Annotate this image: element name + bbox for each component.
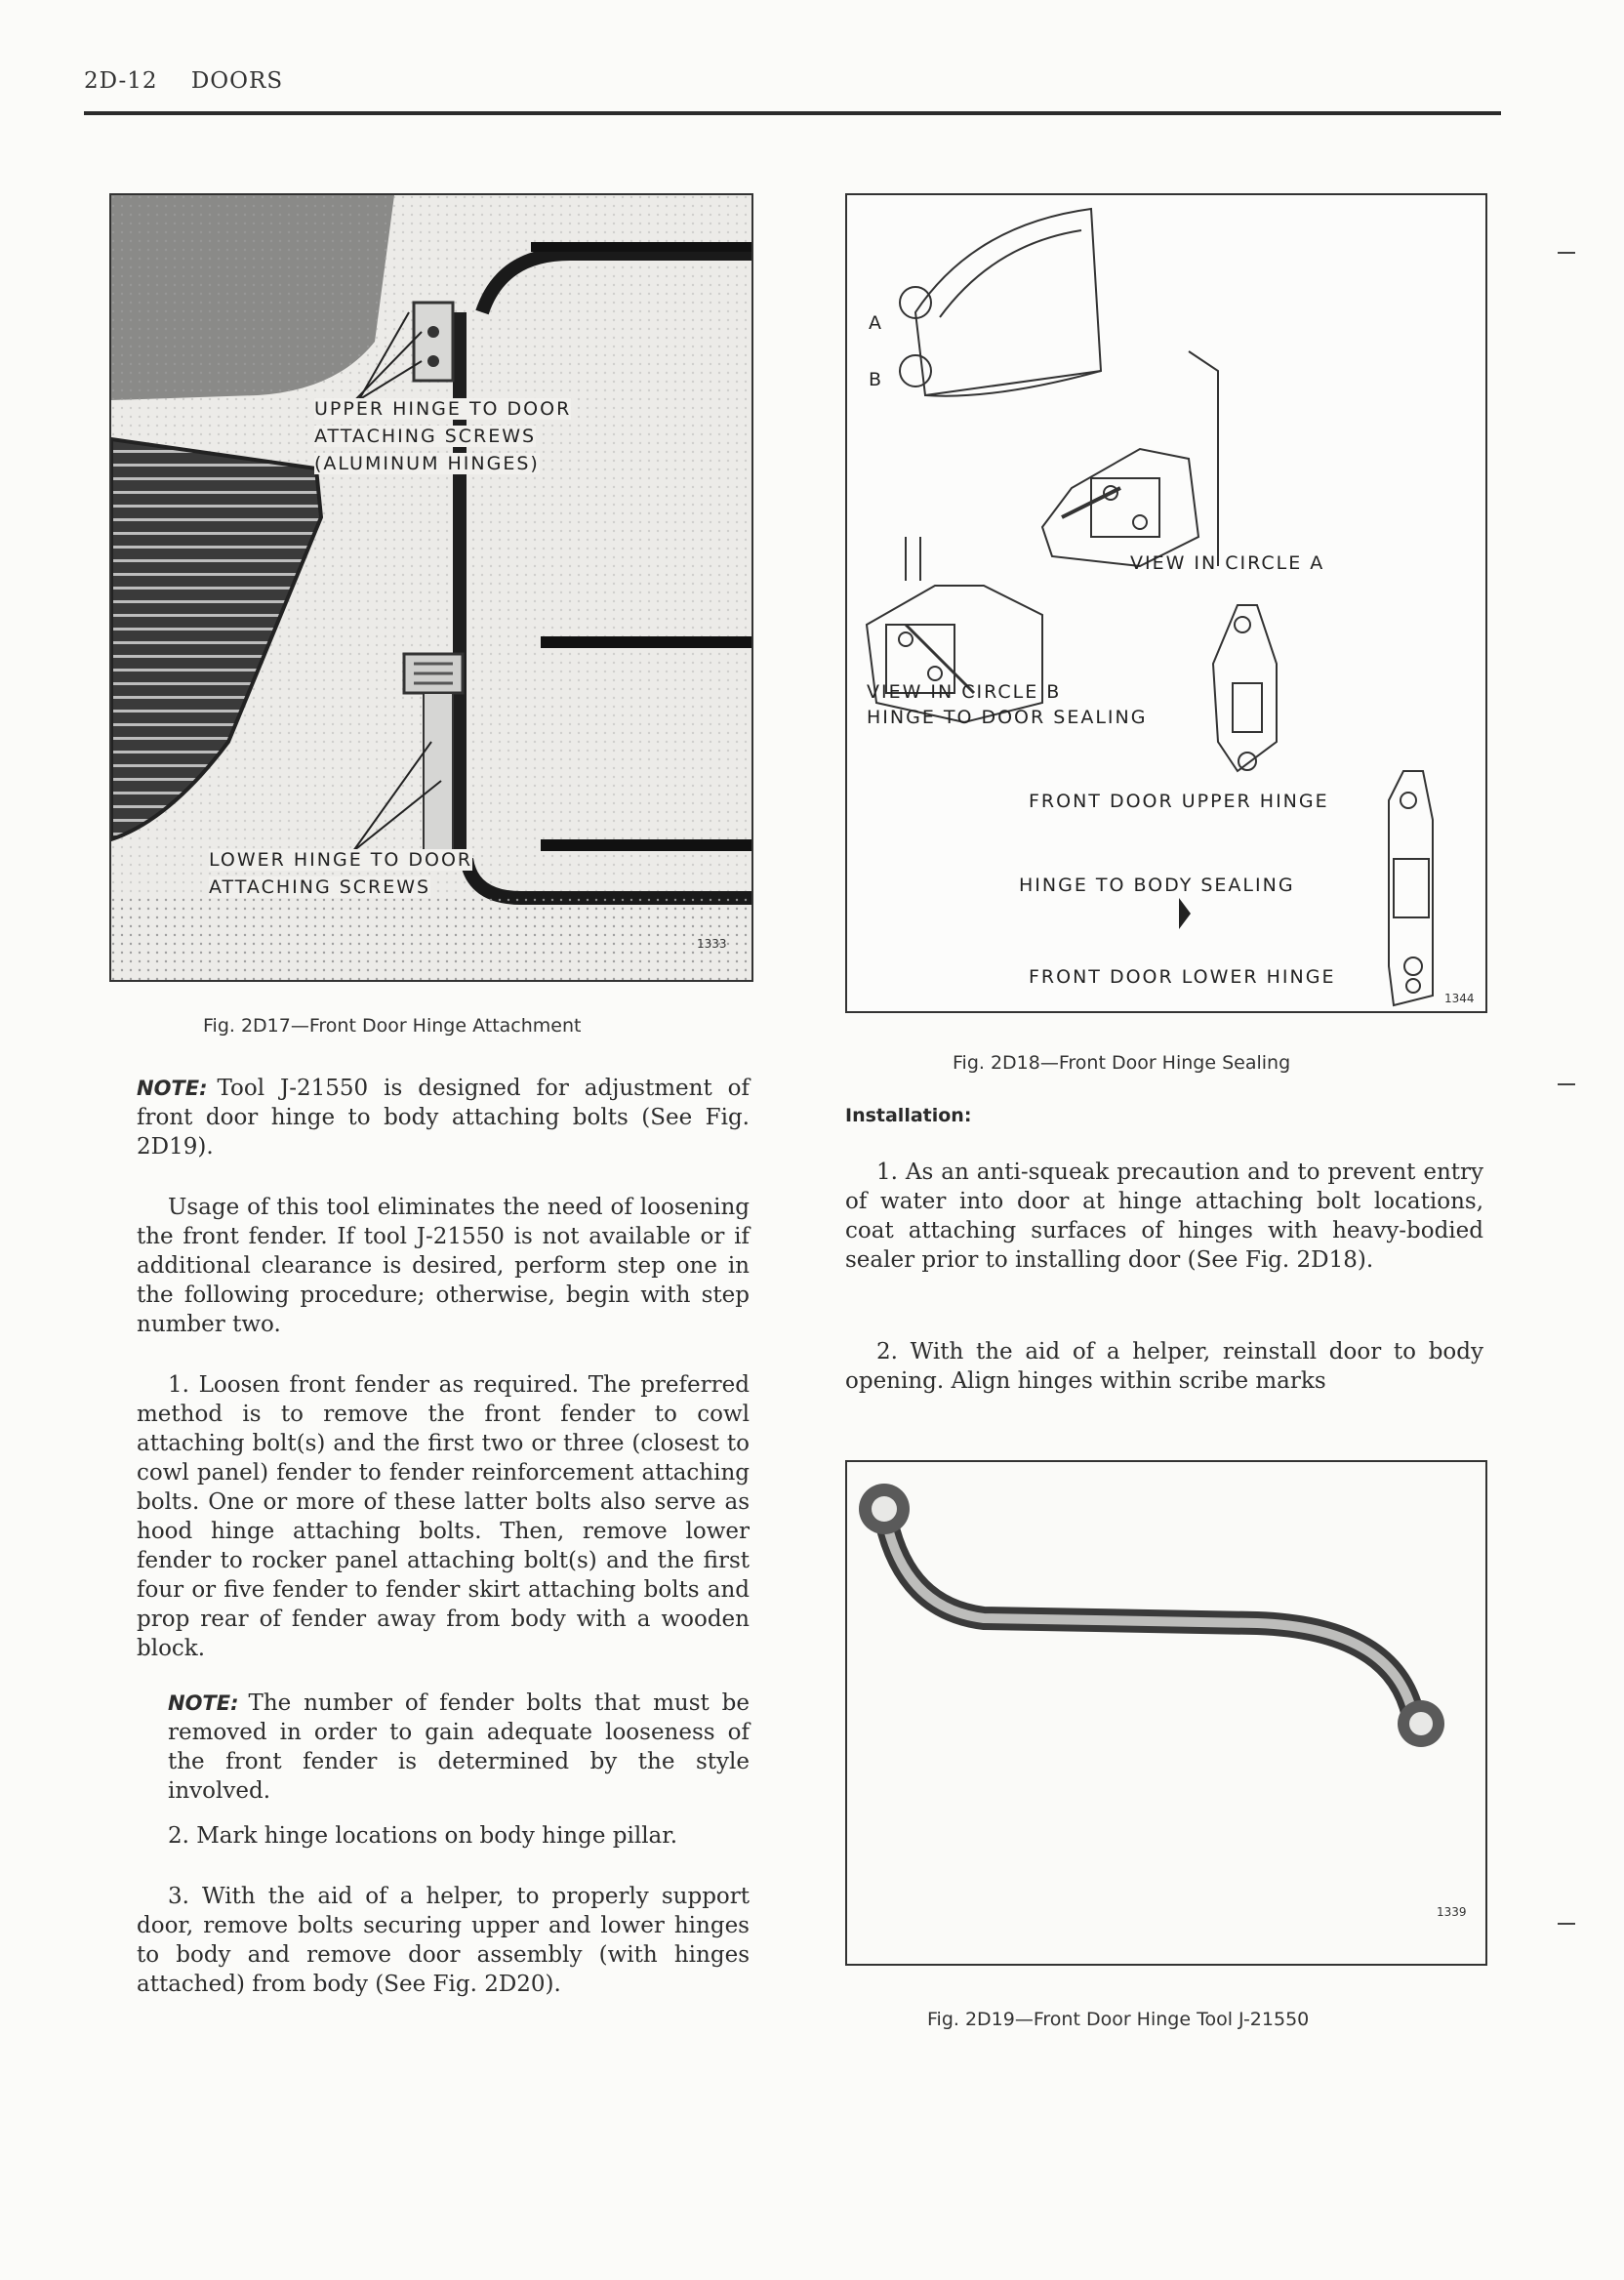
paragraph-usage: Usage of this tool eliminates the need of loosening the front fender. If tool J-21550 is not available or if additional clearance is desired, perform step one in the following procedure; otherwise, begin with step number two. [137, 1195, 750, 1337]
circle-b-label: B [869, 369, 884, 390]
install-step-1: 1. As an anti-squeak precaution and to prevent entry of water into door at hinge attaching bolt locations, coat attaching surfaces of hinges with heavy-bodied sealer prior to installing door (See Fig. 2D18). [845, 1160, 1483, 1273]
hinge-to-body-sealing-label: HINGE TO BODY SEALING [1019, 875, 1295, 896]
lower-hinge-label-2: ATTACHING SCREWS [209, 876, 431, 898]
circle-a-label: A [869, 312, 883, 334]
note-label: NOTE: [137, 1077, 208, 1100]
margin-mark [1558, 252, 1575, 254]
fig-2d19-number: 1339 [1437, 1905, 1467, 1919]
note-text: Tool J-21550 is designed for adjustment of front door hinge to body attaching bolts (See Fig. 2D19). [137, 1076, 750, 1160]
note-fender-bolts [168, 1689, 750, 1806]
installation-heading: Installation: [845, 1105, 972, 1126]
fig-2d17-number: 1333 [697, 937, 727, 951]
hinge-tool-photo [847, 1462, 1485, 1964]
section-title: DOORS [190, 68, 284, 94]
fig-2d18-diagram [845, 193, 1487, 1013]
view-circle-b-label: VIEW IN CIRCLE B [867, 681, 1062, 703]
fig-2d17-caption: Fig. 2D17—Front Door Hinge Attachment [203, 1015, 582, 1037]
upper-hinge-label-3: (ALUMINUM HINGES) [314, 453, 540, 474]
fig-2d17-photo [109, 193, 753, 982]
header-rule [84, 111, 1501, 115]
upper-hinge-label-1: UPPER HINGE TO DOOR [314, 398, 572, 420]
fig-2d18-number: 1344 [1444, 992, 1475, 1005]
front-door-upper-hinge-label: FRONT DOOR UPPER HINGE [1029, 791, 1329, 812]
note-tool-j21550 [137, 1074, 750, 1161]
step-3-remove-door: 3. With the aid of a helper, to properly support door, remove bolts securing upper and lower hinges to body and remove door assembly (with hinges attached) from body (See Fig. 2D20). [137, 1884, 750, 1997]
fig-2d19-photo [845, 1460, 1487, 1966]
note-label: NOTE: [168, 1691, 239, 1715]
lower-hinge-label-1: LOWER HINGE TO DOOR [209, 849, 473, 871]
margin-mark [1558, 1083, 1575, 1085]
page-header [84, 68, 283, 94]
note-text: The number of fender bolts that must be removed in order to gain adequate looseness of the front fender is determined by the style involved. [168, 1690, 750, 1804]
step-1-loosen-fender: 1. Loosen front fender as required. The preferred method is to remove the front fender to cowl attaching bolt(s) and the first two or three (closest to cowl panel) fender to fender reinforcement attaching bolts. One or more of these latter bolts also serve as hood hinge attaching bolts. Then, remove lower fender to rocker panel attaching bolt(s) and the first four or five fender to fender skirt attaching bolts and prop rear of fender away from body with a wooden block. [137, 1372, 750, 1661]
fig-2d19-caption: Fig. 2D19—Front Door Hinge Tool J-21550 [927, 2009, 1310, 2030]
view-circle-a-label: VIEW IN CIRCLE A [1130, 552, 1325, 574]
front-door-lower-hinge-label: FRONT DOOR LOWER HINGE [1029, 966, 1336, 988]
fig-2d18-caption: Fig. 2D18—Front Door Hinge Sealing [953, 1052, 1291, 1074]
margin-mark [1558, 1923, 1575, 1925]
step-2-mark-hinge: 2. Mark hinge locations on body hinge pillar. [168, 1823, 678, 1849]
section-number: 2D-12 [84, 68, 158, 94]
upper-hinge-label-2: ATTACHING SCREWS [314, 426, 537, 447]
install-step-2: 2. With the aid of a helper, reinstall door to body opening. Align hinges within scribe marks [845, 1339, 1483, 1394]
hinge-to-door-sealing-label: HINGE TO DOOR SEALING [867, 707, 1148, 728]
